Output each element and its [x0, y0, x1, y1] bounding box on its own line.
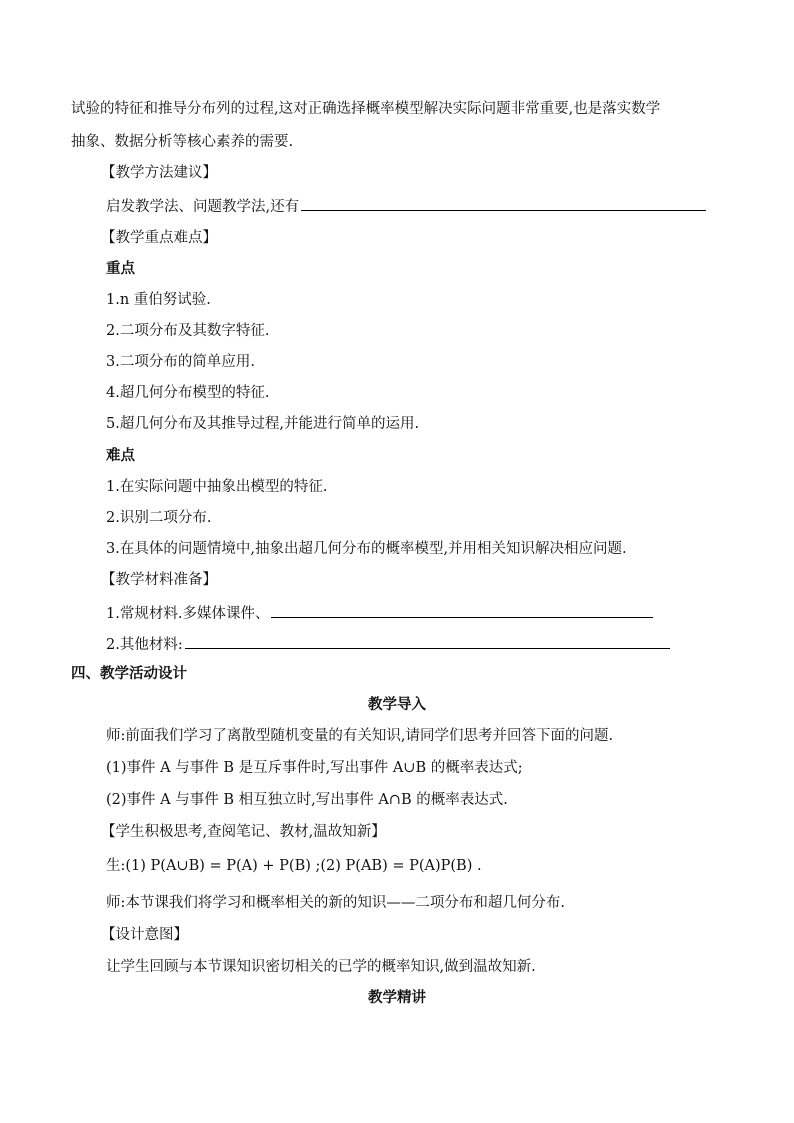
materials-item-1-blank [271, 603, 653, 618]
lecture-title: 教学精讲 [368, 990, 426, 1006]
materials-heading: 【教学材料准备】 [101, 572, 217, 588]
methods-heading: 【教学方法建议】 [101, 165, 217, 181]
question-1: (1)事件 A 与事件 B 是互斥事件时,写出事件 A∪B 的概率表达式; [106, 760, 523, 776]
materials-item-2-blank [185, 634, 670, 649]
materials-item-2-line [106, 634, 670, 655]
zhongdian-item-4: 4.超几何分布模型的特征. [106, 385, 270, 401]
materials-item-1-line [106, 603, 653, 624]
nandian-item-3: 3.在具体的问题情境中,抽象出超几何分布的概率模型,并用相关知识解决相应问题. [106, 541, 627, 557]
intro-line-1: 试验的特征和推导分布列的过程,这对正确选择概率模型解决实际问题非常重要,也是落实数学 [71, 101, 661, 117]
nandian-item-1: 1.在实际问题中抽象出模型的特征. [106, 479, 328, 495]
question-2: (2)事件 A 与事件 B 相互独立时,写出事件 A∩B 的概率表达式. [106, 792, 508, 808]
key-points-heading: 【教学重点难点】 [101, 230, 217, 246]
teacher-line-2: 师:本节课我们将学习和概率相关的新的知识——二项分布和超几何分布. [106, 895, 565, 911]
nandian-item-2: 2.识别二项分布. [106, 510, 212, 526]
design-heading: 【设计意图】 [101, 927, 188, 943]
zhongdian-item-1: 1.n 重伯努试验. [106, 292, 211, 308]
intro-section-title: 教学导入 [368, 697, 426, 713]
zhongdian-item-5: 5.超几何分布及其推导过程,并能进行简单的运用. [106, 416, 420, 432]
student-action: 【学生积极思考,查阅笔记、教材,温故知新】 [101, 824, 386, 840]
methods-text: 启发教学法、问题教学法,还有 [106, 199, 300, 215]
intro-line-2: 抽象、数据分析等核心素养的需要. [71, 134, 294, 150]
zhongdian-item-3: 3.二项分布的简单应用. [106, 354, 255, 370]
student-answer: 生:(1) P(A∪B) = P(A) + P(B) ;(2) P(AB) = P(A)P(B) . [106, 858, 482, 874]
zhongdian-title: 重点 [106, 261, 135, 277]
methods-blank [301, 196, 706, 211]
zhongdian-item-2: 2.二项分布及其数字特征. [106, 323, 270, 339]
section4-title: 四、教学活动设计 [71, 666, 187, 682]
nandian-title: 难点 [106, 448, 135, 464]
materials-item-2: 2.其他材料: [106, 637, 183, 653]
design-text: 让学生回顾与本节课知识密切相关的已学的概率知识,做到温故知新. [106, 959, 536, 975]
materials-item-1: 1.常规材料.多媒体课件、 [106, 606, 270, 622]
methods-text-line [106, 196, 706, 217]
teacher-line-1: 师:前面我们学习了离散型随机变量的有关知识,请同学们思考并回答下面的问题. [106, 728, 614, 744]
